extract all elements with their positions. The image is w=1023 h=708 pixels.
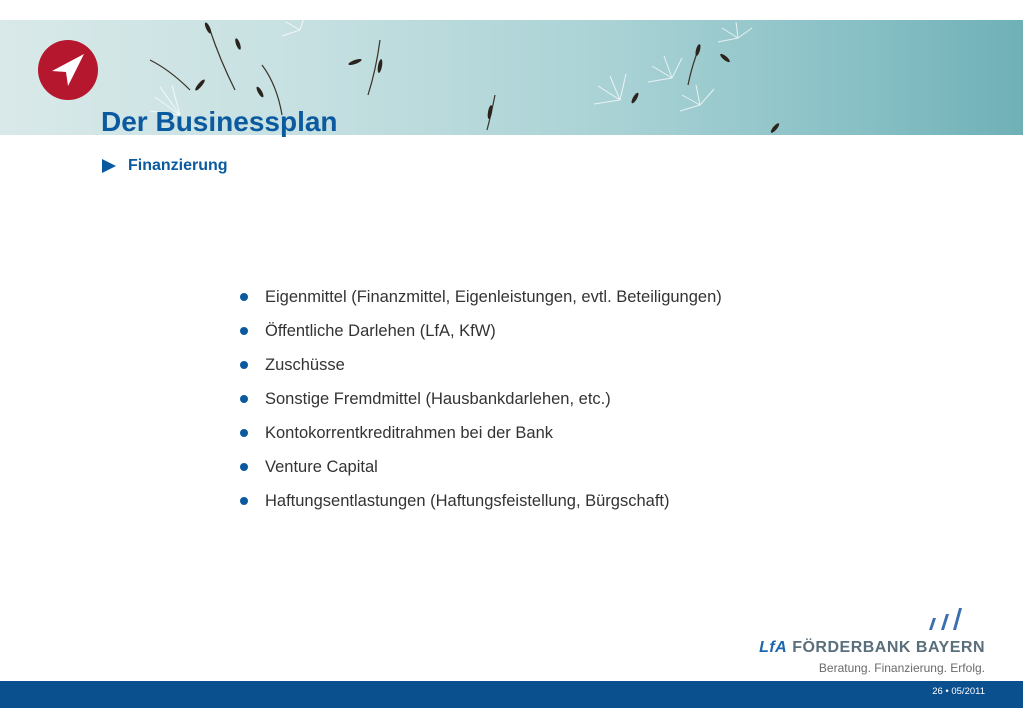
list-item	[240, 314, 722, 348]
paper-plane-arrow-icon	[38, 40, 98, 100]
triangle-right-icon	[102, 159, 116, 173]
bullet-dot-icon	[240, 497, 248, 505]
bullet-dot-icon	[240, 293, 248, 301]
bullet-dot-icon	[240, 429, 248, 437]
list-item	[240, 484, 722, 518]
bullet-list	[240, 280, 722, 518]
list-item	[240, 382, 722, 416]
list-item	[240, 348, 722, 382]
list-item	[240, 450, 722, 484]
bullet-dot-icon	[240, 463, 248, 471]
section-subtitle: Finanzierung	[128, 157, 228, 174]
bullet-text: Haftungsentlastungen (Haftungsfeistellung, Bürgschaft)	[265, 491, 670, 510]
brand-short-name: LfA	[759, 639, 788, 656]
bullet-text: Venture Capital	[265, 457, 378, 476]
bullet-dot-icon	[240, 327, 248, 335]
bullet-text: Eigenmittel (Finanzmittel, Eigenleistungen, evtl. Beteiligungen)	[265, 287, 722, 306]
bullet-text: Kontokorrentkreditrahmen bei der Bank	[265, 423, 553, 442]
brand-name	[759, 639, 985, 657]
list-item	[240, 416, 722, 450]
bullet-dot-icon	[240, 395, 248, 403]
list-item	[240, 280, 722, 314]
bullet-dot-icon	[240, 361, 248, 369]
logo-icon	[38, 40, 98, 100]
footer-bar	[0, 681, 1023, 708]
page-number: 26 • 05/2011	[932, 686, 985, 697]
bullet-text: Sonstige Fremdmittel (Hausbankdarlehen, etc.)	[265, 389, 611, 408]
brand-tagline: Beratung. Finanzierung. Erfolg.	[818, 661, 985, 675]
brand-marks-icon	[923, 606, 963, 632]
brand-full-name: FÖRDERBANK BAYERN	[792, 639, 985, 656]
page-title: Der Businessplan	[101, 106, 338, 137]
section-heading	[102, 157, 228, 175]
bullet-text: Öffentliche Darlehen (LfA, KfW)	[265, 321, 496, 340]
bullet-text: Zuschüsse	[265, 355, 345, 374]
brand-logo	[759, 606, 985, 678]
